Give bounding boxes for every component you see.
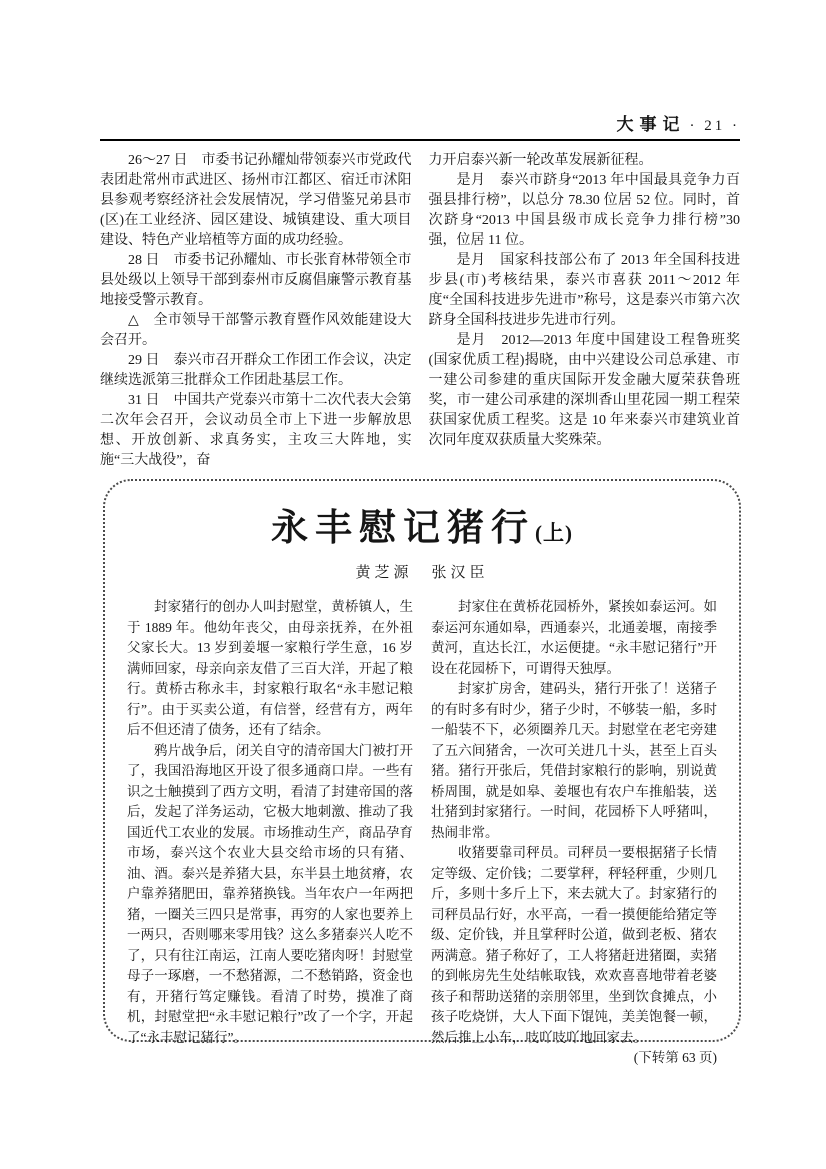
- paragraph: 封家住在黄桥花园桥外，紧挨如泰运河。如泰运河东通如皋，西通泰兴，北通姜堰，南接季黄河，直达长江，水运便捷。“永丰慰记猪行”开设在花园桥下，可谓得天独厚。: [431, 599, 717, 676]
- header-divider: [100, 139, 740, 141]
- chronicle-section: [100, 151, 740, 471]
- paragraph: 收猪要靠司秤员。司秤员一要根据猪子长情定等级、定价钱；二要掌秤，秤轻秤重，少则几斤，多则十多斤上下，来去就大了。封家猪行的司秤员品行好，水平高，一看一摸便能给猪定等级、定价钱，并且掌秤时公道，做到老板、猪农两满意。猪子称好了，工人将猪赶进猪圈，卖猪的到帐房先生处结帐取钱，欢欢喜喜地带着老婆孩子和帮助送猪的亲朋邻里，坐到饮食摊点，小孩子吃烧饼，大人下面下馄饨，美美饱餐一顿，然后推上小车，吱吖吱吖地回家去。 (下转第 63 页): [431, 843, 717, 1048]
- paragraph: 29 日 泰兴市召开群众工作团工作会议，决定继续选派第三批群众工作团赴基层工作。: [100, 353, 412, 388]
- section-title: 大事记: [616, 115, 686, 134]
- article-box: [103, 479, 741, 1066]
- paragraph: 31 日 中国共产党泰兴市第十二次代表大会第二次年会召开，会议动员全市上下进一步解放思想、开放创新、求真务实，主攻三大阵地，实施“三大战役”，奋: [100, 393, 412, 468]
- paragraph: 是月 泰兴市跻身“2013 年中国最具竞争力百强县排行榜”，以总分 78.30 位居 52 位。同时，首次跻身“2013 中国县级市成长竞争力排行榜”30 强，位居 11 位。: [428, 173, 740, 248]
- paragraph: 力开启泰兴新一轮改革发展新征程。: [428, 153, 653, 168]
- article-title: [127, 507, 717, 551]
- article-authors: 黄芝源 张汉臣: [355, 565, 489, 582]
- article-body: [127, 597, 717, 1069]
- chronicle-left-column: [100, 151, 412, 471]
- article-title-suffix: (上): [535, 521, 573, 545]
- paragraph: 封家扩房舍，建码头，猪行开张了！送猪子的有时多有时少，猪子少时，不够装一船，多时一船装不下，必须圈养几天。封慰堂在老宅旁建了五六间猪舍，一次可关进几十头，甚至上百头猪。猪行开张后，凭借封家粮行的影响，别说黄桥周围，就是如皋、姜堰也有农户车推船装，送壮猪到封家猪行。一时间，花园桥下人呼猪叫，热闹非常。: [431, 681, 717, 840]
- paragraph: 是月 2012—2013 年度中国建设工程鲁班奖(国家优质工程)揭晓，由中兴建设公司总承建、市一建公司参建的重庆国际开发金融大厦荣获鲁班奖，市一建公司承建的深圳香山里花园一期工程荣获国家优质工程奖。这是 10 年来泰兴市建筑业首次同年度双获质量大奖殊荣。: [428, 333, 740, 448]
- article-title-text: 永丰慰记猪行: [271, 508, 535, 549]
- paragraph: 封家猪行的创办人叫封慰堂，黄桥镇人，生于 1889 年。他幼年丧父，由母亲抚养，在外祖父家长大。13 岁到姜堰一家粮行学生意，16 岁满师回家，母亲向亲友借了三百大洋，开起了粮行。黄桥古称永丰，封家粮行取名“永丰慰记粮行”。由于买卖公道，有信誉，经营有方，两年后不但还清了债务，还有了结余。: [127, 599, 413, 738]
- paragraph: 是月 国家科技部公布了 2013 年全国科技进步县(市)考核结果，泰兴市喜获 2011～2012 年度“全国科技进步先进市”称号，这是泰兴市第六次跻身全国科技进步先进市行列。: [428, 253, 740, 328]
- continuation-note: (下转第 63 页): [633, 1050, 717, 1066]
- paragraph: 26～27 日 市委书记孙耀灿带领泰兴市党政代表团赴常州市武进区、扬州市江都区、宿迁市沭阳县参观考察经济社会发展情况，学习借鉴兄弟县市(区)在工业经济、园区建设、城镇建设、重大项目建设、特色产业培植等方面的成功经验。: [100, 153, 412, 248]
- article-right-column: [431, 597, 717, 1069]
- paragraph: △ 全市领导干部警示教育暨作风效能建设大会召开。: [100, 313, 412, 348]
- article-left-column: [127, 597, 413, 1069]
- page-number: · 21 ·: [689, 118, 740, 134]
- chronicle-right-column: [429, 151, 741, 471]
- paragraph: 鸦片战争后，闭关自守的清帝国大门被打开了，我国沿海地区开设了很多通商口岸。一些有识之士触摸到了西方文明，看清了封建帝国的落后，发起了洋务运动，它极大地刺激、推动了我国近代工农业的发展。市场推动生产，商品孕育市场，泰兴这个农业大县交给市场的只有猪、油、酒。泰兴是养猪大县，东半县土地贫瘠，农户靠养猪肥田，靠养猪换钱。当年农户一年两把猪，一圈关三四只是常事，再穷的人家也要养上一两只，否则哪来零用钱？这么多猪泰兴人吃不了，只有往江南运，江南人要吃猪肉呀！封慰堂母子一琢磨，一不愁猪源，二不愁销路，资金也有，开猪行笃定赚钱。看清了时势，摸准了商机，封慰堂把“永丰慰记粮行”改了一个字，开起了“永丰慰记猪行”。: [127, 742, 413, 1045]
- paragraph: 28 日 市委书记孙耀灿、市长张育林带领全市县处级以上领导干部到泰州市反腐倡廉警示教育基地接受警示教育。: [100, 253, 412, 308]
- page-header: [100, 110, 740, 135]
